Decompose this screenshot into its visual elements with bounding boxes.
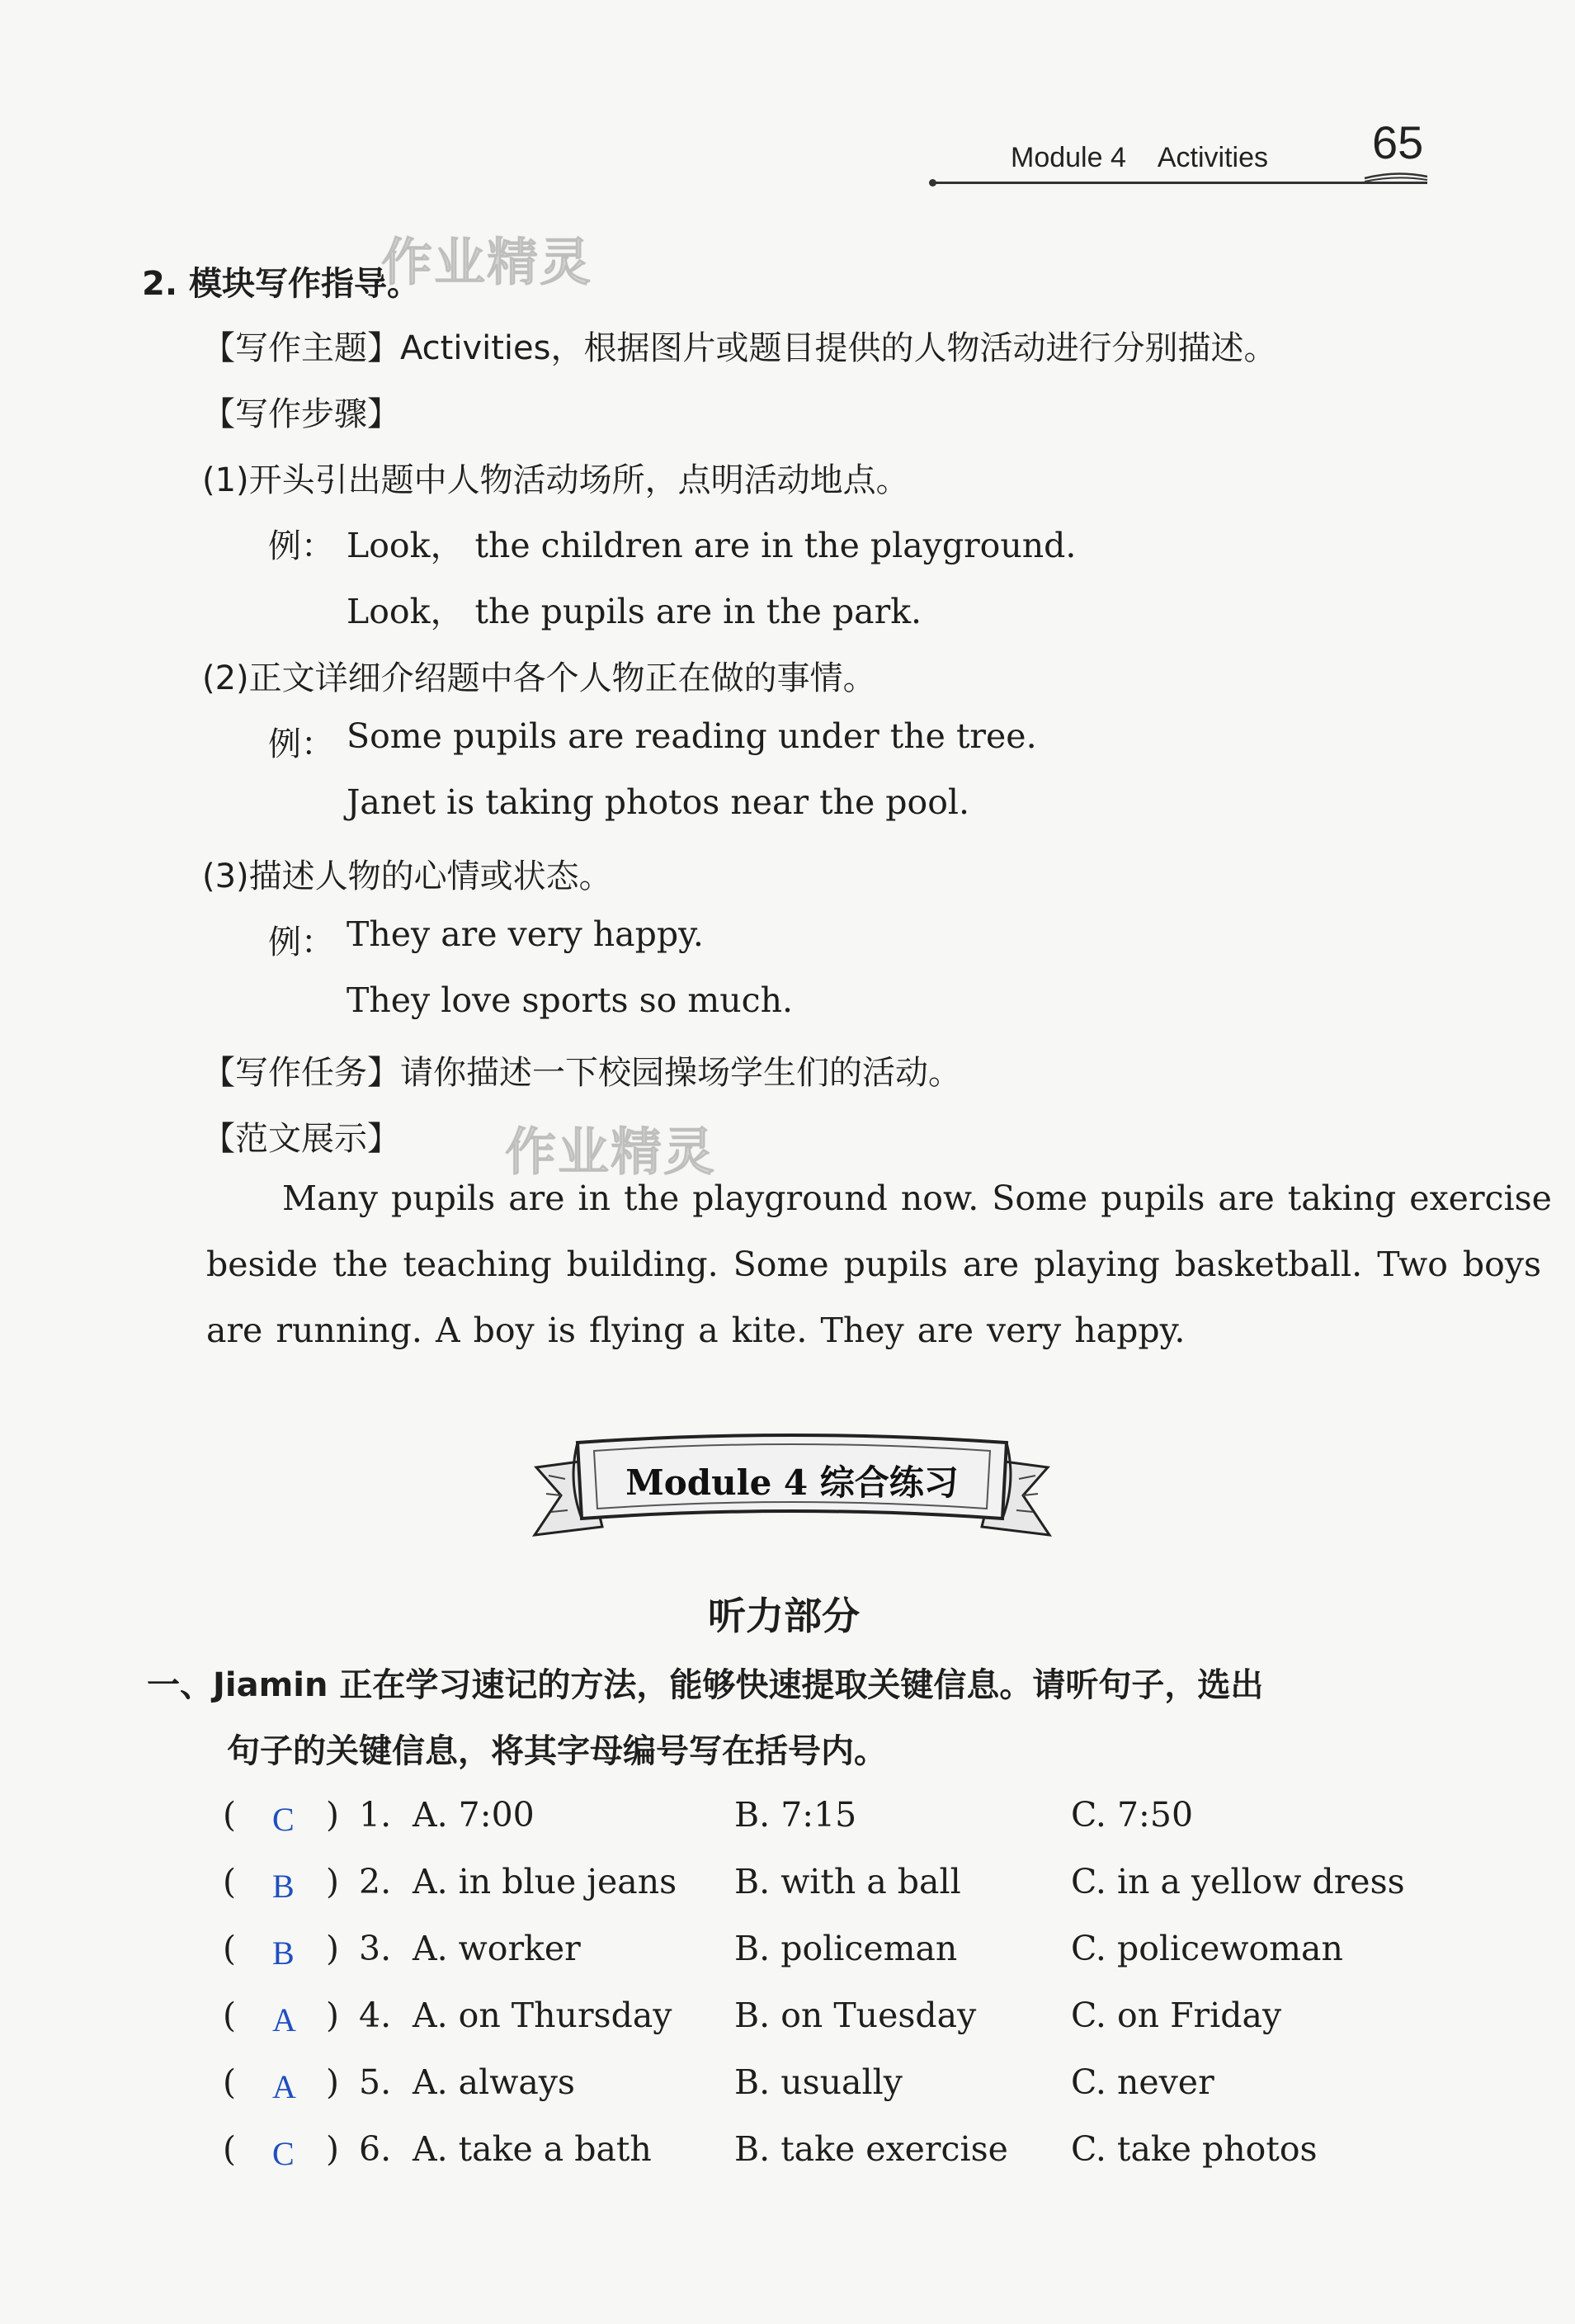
answer-bracket-open: ( [223, 2129, 236, 2169]
step-3-example-2: They love sports so much. [347, 980, 794, 1020]
answer-bracket-close: ) [326, 1929, 339, 1968]
answer-bracket-close: ) [326, 2062, 339, 2102]
option-b: B. take exercise [734, 2129, 1008, 2169]
option-b: B. policeman [734, 1929, 958, 1968]
option-a: A. on Thursday [413, 1996, 672, 2035]
question-number: 2. [359, 1862, 392, 1901]
listening-instruction-line-1: 一、Jiamin 正在学习速记的方法，能够快速提取关键信息。请听句子，选出 [147, 1666, 1264, 1704]
answer-letter: B [272, 1934, 295, 1972]
header-rule [932, 182, 1427, 184]
sample-essay-line-2: beside the teaching building. Some pupils are playing basketball. Two boys [206, 1245, 1542, 1284]
step-1-example-label: 例： [268, 527, 334, 565]
writing-theme: 【写作主题】Activities，根据图片或题目提供的人物活动进行分别描述。 [202, 329, 1277, 367]
question-number: 1. [359, 1795, 392, 1835]
step-3-example-label: 例： [268, 923, 334, 961]
answer-bracket-close: ) [326, 1862, 339, 1901]
option-b: B. on Tuesday [734, 1996, 977, 2035]
answer-bracket-open: ( [223, 1996, 236, 2035]
answer-letter: A [272, 2068, 296, 2105]
watermark-top: 作业精灵 [381, 232, 593, 292]
writing-guide-heading: 2. 模块写作指导。 [142, 265, 420, 303]
listening-instruction-line-2: 句子的关键信息，将其字母编号写在括号内。 [227, 1732, 887, 1770]
answer-bracket-close: ) [326, 1795, 339, 1835]
step-2-example-2: Janet is taking photos near the pool. [347, 782, 970, 822]
answer-bracket-close: ) [326, 2129, 339, 2169]
step-3-example-1: They are very happy. [347, 914, 704, 954]
step-3: (3)描述人物的心情或状态。 [202, 857, 612, 895]
header-module: Module 4 [1011, 142, 1126, 173]
header-title: Activities [1157, 142, 1269, 173]
answer-letter: A [272, 2001, 296, 2038]
option-a: A. in blue jeans [413, 1862, 677, 1901]
question-number: 5. [359, 2062, 392, 2102]
option-b: B. usually [734, 2062, 903, 2102]
header-swash-ornament [1363, 168, 1429, 185]
answer-bracket-close: ) [326, 1996, 339, 2035]
option-a: A. worker [413, 1929, 581, 1968]
writing-steps-heading: 【写作步骤】 [202, 395, 400, 433]
module-banner [528, 1403, 1056, 1560]
option-b: B. 7:15 [734, 1795, 857, 1835]
answer-letter: C [272, 2135, 295, 2172]
sample-essay-line-1: Many pupils are in the playground now. Some pupils are taking exercise [282, 1179, 1552, 1218]
answer-letter: B [272, 1868, 295, 1905]
option-c: C. 7:50 [1071, 1795, 1194, 1835]
step-1-example-2: Look， the pupils are in the park. [347, 592, 922, 631]
answer-bracket-open: ( [223, 1929, 236, 1968]
answer-bracket-open: ( [223, 1862, 236, 1901]
step-1-example-1: Look， the children are in the playground. [347, 526, 1077, 565]
option-c: C. never [1071, 2062, 1214, 2102]
step-1: (1)开头引出题中人物活动场所，点明活动地点。 [202, 461, 909, 499]
banner-title: Module 4 综合练习 [625, 1462, 959, 1503]
listening-section-title: 听力部分 [708, 1594, 860, 1638]
option-c: C. policewoman [1071, 1929, 1343, 1968]
step-2: (2)正文详细介绍题中各个人物正在做的事情。 [202, 659, 876, 697]
option-b: B. with a ball [734, 1862, 961, 1901]
step-2-example-label: 例： [268, 725, 334, 763]
option-c: C. take photos [1071, 2129, 1318, 2169]
option-a: A. always [413, 2062, 575, 2102]
sample-heading: 【范文展示】 [202, 1120, 400, 1158]
option-c: C. in a yellow dress [1071, 1862, 1405, 1901]
option-a: A. 7:00 [413, 1795, 535, 1835]
sample-essay-line-3: are running. A boy is flying a kite. They are very happy. [206, 1311, 1186, 1350]
question-number: 6. [359, 2129, 392, 2169]
question-number: 3. [359, 1929, 392, 1968]
answer-bracket-open: ( [223, 2062, 236, 2102]
option-c: C. on Friday [1071, 1996, 1282, 2035]
writing-task: 【写作任务】请你描述一下校园操场学生们的活动。 [202, 1054, 961, 1092]
page-number: 65 [1372, 116, 1424, 168]
running-header [1011, 142, 1268, 174]
question-number: 4. [359, 1996, 392, 2035]
step-2-example-1: Some pupils are reading under the tree. [347, 716, 1037, 756]
answer-bracket-open: ( [223, 1795, 236, 1835]
answer-letter: C [272, 1801, 295, 1838]
option-a: A. take a bath [413, 2129, 652, 2169]
watermark-middle: 作业精灵 [505, 1122, 717, 1182]
